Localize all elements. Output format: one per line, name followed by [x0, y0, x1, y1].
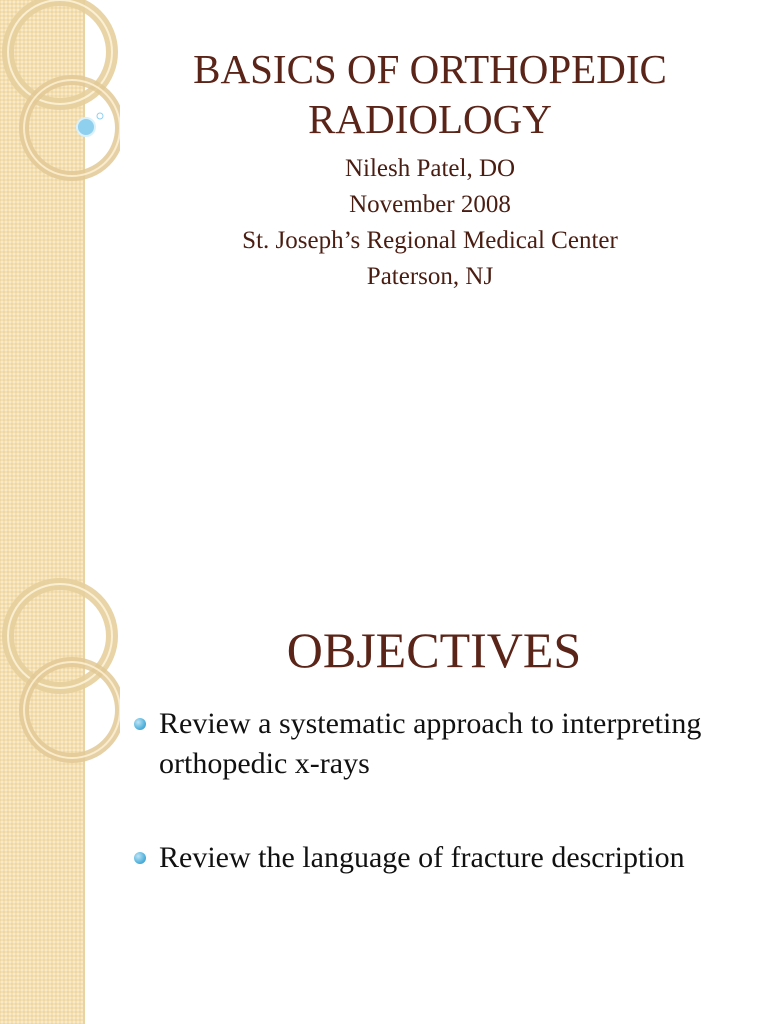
bullet-icon: [134, 718, 146, 730]
objectives-heading: OBJECTIVES: [286, 622, 582, 678]
institution-name: St. Joseph’s Regional Medical Center: [242, 227, 618, 254]
objectives-list: [132, 704, 732, 932]
list-item: [132, 838, 732, 878]
bullet-icon: [134, 852, 146, 864]
presentation-title: BASICS OF ORTHOPEDIC RADIOLOGY: [193, 46, 667, 142]
author-name: Nilesh Patel, DO: [344, 155, 516, 182]
bubble-large-icon: [77, 118, 95, 136]
bullet-text: Review a systematic approach to interpreting orthopedic x-rays: [159, 707, 702, 780]
bullet-text: Review the language of fracture description: [159, 841, 685, 874]
objectives-slide: [0, 576, 768, 1024]
presentation-date: November 2008: [349, 191, 511, 218]
location-text: Paterson, NJ: [366, 263, 494, 290]
list-item: [132, 704, 732, 784]
